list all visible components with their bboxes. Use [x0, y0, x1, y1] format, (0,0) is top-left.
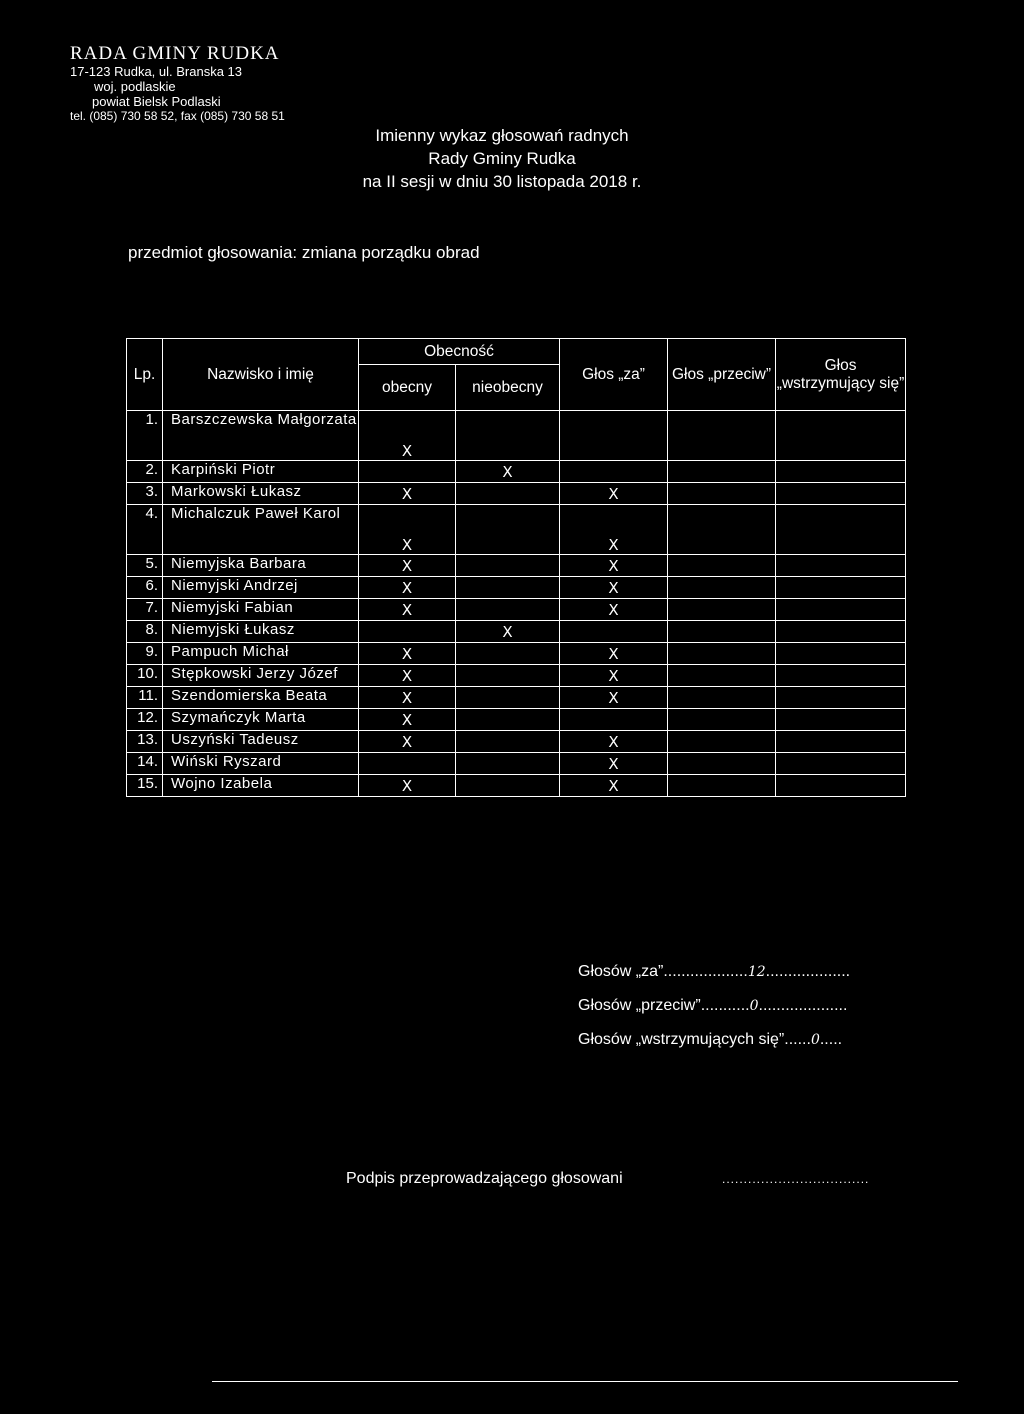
vote-subject: przedmiot głosowania: zmiana porządku obrad: [128, 243, 480, 262]
mark-za: [560, 709, 668, 731]
row-number: 4.: [127, 505, 163, 555]
councillor-name: Wojno Izabela: [163, 775, 359, 797]
document-title: [0, 124, 1024, 193]
summary-wstrzymujacy-value: 0: [810, 1032, 820, 1048]
header-name: Nazwisko i imię: [163, 339, 359, 411]
councillor-name: Niemyjski Łukasz: [163, 621, 359, 643]
mark-obecny: X: [359, 577, 456, 599]
mark-obecny: X: [359, 483, 456, 505]
councillor-name: Barszczewska Małgorzata: [163, 411, 359, 461]
mark-za: X: [560, 731, 668, 753]
mark-za: X: [560, 643, 668, 665]
mark-przeciw: [668, 731, 776, 753]
mark-wstrzymujacy: [776, 505, 906, 555]
mark-przeciw: [668, 643, 776, 665]
mark-przeciw: [668, 709, 776, 731]
mark-nieobecny: [456, 775, 560, 797]
row-number: 9.: [127, 643, 163, 665]
mark-obecny: X: [359, 665, 456, 687]
mark-przeciw: [668, 577, 776, 599]
row-number: 14.: [127, 753, 163, 775]
vote-summary: [578, 955, 850, 1057]
mark-przeciw: [668, 505, 776, 555]
mark-nieobecny: X: [456, 461, 560, 483]
table-row: [127, 505, 906, 555]
title-line-1: Imienny wykaz głosowań radnych: [375, 126, 629, 145]
table-row: [127, 599, 906, 621]
mark-nieobecny: [456, 483, 560, 505]
councillor-name: Stępkowski Jerzy Józef: [163, 665, 359, 687]
table-row: [127, 411, 906, 461]
councillor-name: Pampuch Michał: [163, 643, 359, 665]
mark-za: X: [560, 665, 668, 687]
stamp-address: 17-123 Rudka, ul. Branska 13: [70, 64, 242, 79]
mark-za: [560, 621, 668, 643]
summary-za-value: 12: [747, 964, 766, 980]
mark-obecny: X: [359, 555, 456, 577]
summary-przeciw: Głosów „przeciw”...........0....................: [578, 997, 848, 1014]
votes-table: [126, 338, 906, 797]
table-row: [127, 621, 906, 643]
mark-za: X: [560, 599, 668, 621]
header-przeciw: Głos „przeciw”: [668, 339, 776, 411]
mark-nieobecny: [456, 599, 560, 621]
mark-przeciw: [668, 555, 776, 577]
row-number: 3.: [127, 483, 163, 505]
mark-obecny: [359, 461, 456, 483]
table-row: [127, 577, 906, 599]
mark-obecny: X: [359, 643, 456, 665]
signature-label: Podpis przeprowadzającego głosowani: [346, 1170, 623, 1187]
title-line-3: na II sesji w dniu 30 listopada 2018 r.: [362, 172, 642, 191]
councillor-name: Niemyjski Fabian: [163, 599, 359, 621]
mark-za: X: [560, 483, 668, 505]
mark-wstrzymujacy: [776, 753, 906, 775]
councillor-name: Szymańczyk Marta: [163, 709, 359, 731]
table-row: [127, 731, 906, 753]
councillor-name: Karpiński Piotr: [163, 461, 359, 483]
mark-przeciw: [668, 411, 776, 461]
vote-rows: [127, 411, 906, 797]
mark-wstrzymujacy: [776, 555, 906, 577]
stamp-region: woj. podlaskie: [94, 79, 176, 94]
table-row: [127, 709, 906, 731]
row-number: 13.: [127, 731, 163, 753]
title-line-2: Rady Gminy Rudka: [428, 149, 576, 168]
summary-wstrzymujacy: Głosów „wstrzymujących się”......0.....: [578, 1031, 843, 1048]
mark-wstrzymujacy: [776, 643, 906, 665]
mark-nieobecny: [456, 731, 560, 753]
mark-obecny: X: [359, 731, 456, 753]
mark-za: X: [560, 505, 668, 555]
signature-line: ..................................: [722, 1172, 870, 1186]
mark-nieobecny: [456, 643, 560, 665]
row-number: 2.: [127, 461, 163, 483]
mark-przeciw: [668, 599, 776, 621]
mark-przeciw: [668, 687, 776, 709]
mark-za: [560, 461, 668, 483]
header-absent: nieobecny: [456, 365, 560, 411]
table-row: [127, 643, 906, 665]
header-present: obecny: [359, 365, 456, 411]
councillor-name: Uszyński Tadeusz: [163, 731, 359, 753]
mark-nieobecny: X: [456, 621, 560, 643]
mark-wstrzymujacy: [776, 687, 906, 709]
mark-nieobecny: [456, 665, 560, 687]
mark-przeciw: [668, 665, 776, 687]
mark-nieobecny: [456, 709, 560, 731]
office-stamp: [70, 44, 285, 122]
table-row: [127, 687, 906, 709]
table-row: [127, 483, 906, 505]
header-za: Głos „za”: [560, 339, 668, 411]
councillor-name: Niemyjski Andrzej: [163, 577, 359, 599]
table-row: [127, 555, 906, 577]
row-number: 1.: [127, 411, 163, 461]
table-row: [127, 461, 906, 483]
mark-za: X: [560, 687, 668, 709]
mark-przeciw: [668, 775, 776, 797]
stamp-phone: tel. (085) 730 58 52, fax (085) 730 58 51: [70, 109, 285, 123]
mark-wstrzymujacy: [776, 775, 906, 797]
mark-obecny: X: [359, 599, 456, 621]
summary-przeciw-value: 0: [749, 998, 759, 1014]
row-number: 11.: [127, 687, 163, 709]
mark-obecny: X: [359, 775, 456, 797]
mark-za: X: [560, 555, 668, 577]
table-row: [127, 665, 906, 687]
summary-za-label: Głosów „za”: [578, 963, 664, 980]
mark-nieobecny: [456, 411, 560, 461]
stamp-county: powiat Bielsk Podlaski: [92, 94, 221, 109]
mark-nieobecny: [456, 577, 560, 599]
table-row: [127, 775, 906, 797]
mark-obecny: [359, 621, 456, 643]
mark-obecny: X: [359, 709, 456, 731]
row-number: 7.: [127, 599, 163, 621]
mark-nieobecny: [456, 687, 560, 709]
mark-obecny: X: [359, 687, 456, 709]
mark-wstrzymujacy: [776, 709, 906, 731]
councillor-name: Niemyjska Barbara: [163, 555, 359, 577]
mark-za: X: [560, 753, 668, 775]
mark-obecny: X: [359, 505, 456, 555]
summary-przeciw-label: Głosów „przeciw”: [578, 997, 701, 1014]
row-number: 8.: [127, 621, 163, 643]
mark-obecny: X: [359, 411, 456, 461]
mark-przeciw: [668, 461, 776, 483]
mark-za: [560, 411, 668, 461]
row-number: 15.: [127, 775, 163, 797]
table-row: [127, 753, 906, 775]
mark-za: X: [560, 775, 668, 797]
header-lp: Lp.: [127, 339, 163, 411]
stamp-name: RADA GMINY RUDKA: [70, 43, 280, 64]
mark-wstrzymujacy: [776, 731, 906, 753]
councillor-name: Markowski Łukasz: [163, 483, 359, 505]
mark-przeciw: [668, 621, 776, 643]
row-number: 6.: [127, 577, 163, 599]
mark-nieobecny: [456, 753, 560, 775]
footer-divider: [212, 1381, 958, 1382]
mark-za: X: [560, 577, 668, 599]
councillor-name: Szendomierska Beata: [163, 687, 359, 709]
summary-za: Głosów „za”...................12...................: [578, 963, 851, 980]
summary-wstrzymujacy-label: Głosów „wstrzymujących się”: [578, 1031, 785, 1048]
councillor-name: Michalczuk Paweł Karol: [163, 505, 359, 555]
mark-wstrzymujacy: [776, 577, 906, 599]
mark-przeciw: [668, 753, 776, 775]
mark-wstrzymujacy: [776, 621, 906, 643]
row-number: 10.: [127, 665, 163, 687]
mark-nieobecny: [456, 555, 560, 577]
header-wstrzymujacy: Głos „wstrzymujący się”: [776, 339, 906, 411]
mark-wstrzymujacy: [776, 665, 906, 687]
row-number: 12.: [127, 709, 163, 731]
mark-wstrzymujacy: [776, 461, 906, 483]
mark-nieobecny: [456, 505, 560, 555]
mark-przeciw: [668, 483, 776, 505]
header-presence: Obecność: [359, 339, 560, 365]
mark-wstrzymujacy: [776, 483, 906, 505]
mark-obecny: [359, 753, 456, 775]
mark-wstrzymujacy: [776, 411, 906, 461]
mark-wstrzymujacy: [776, 599, 906, 621]
councillor-name: Wiński Ryszard: [163, 753, 359, 775]
row-number: 5.: [127, 555, 163, 577]
